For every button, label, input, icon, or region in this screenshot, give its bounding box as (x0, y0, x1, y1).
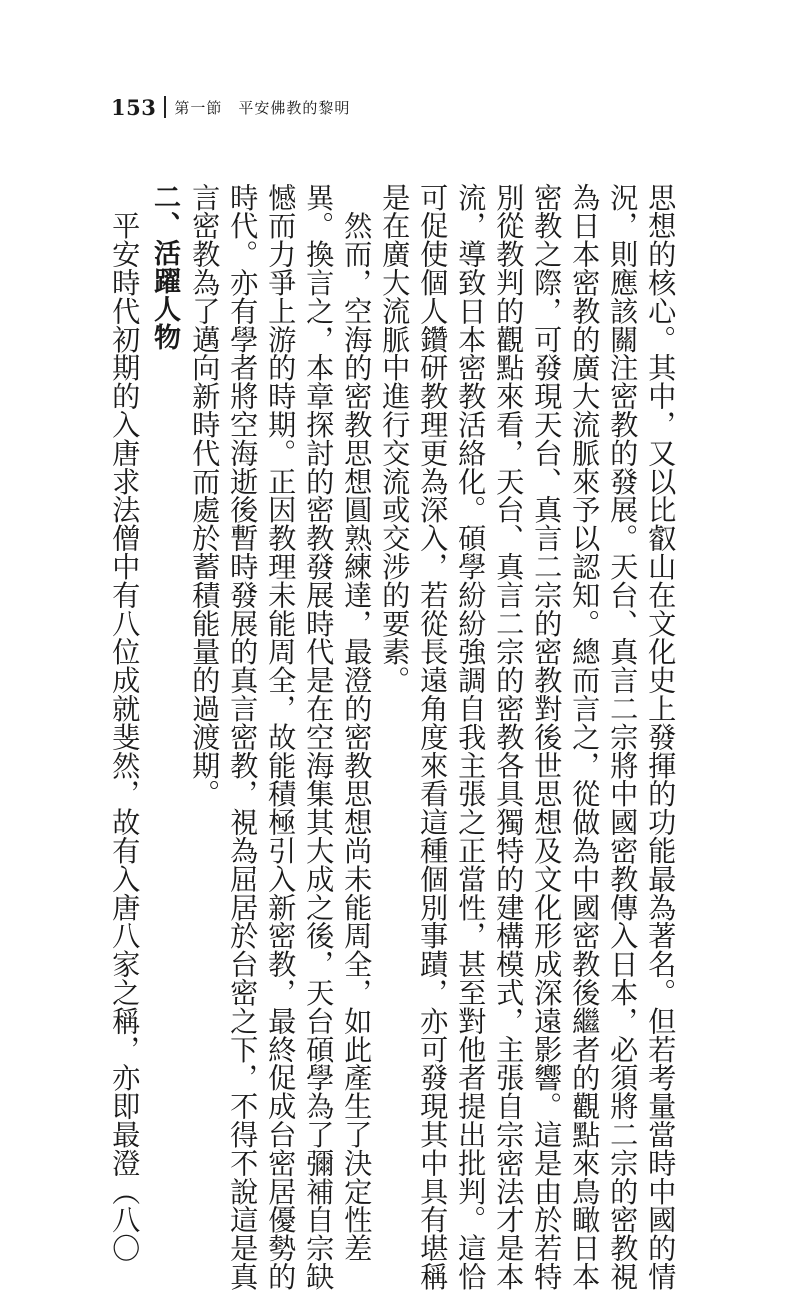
text-column: 然而，空海的密教思想圓熟練達，最澄的密教思想尚未能周全，如此產生了決定性差 (340, 183, 374, 1263)
running-head-title: 第一節 平安佛教的黎明 (174, 98, 351, 117)
header-divider (164, 96, 166, 118)
text-column: 可促使個人鑽研教理更為深入，若從長遠角度來看這種個別事蹟，亦可發現其中具有堪稱 (416, 183, 450, 1291)
text-column: 別從教判的觀點來看，天台、真言二宗的密教各具獨特的建構模式，主張自宗密法才是本 (492, 183, 526, 1291)
section-heading: 二、活躍人物 (149, 183, 180, 351)
text-column: 況，則應該關注密教的發展。天台、真言二宗將中國密教傳入日本，必須將二宗的密教視 (606, 183, 640, 1291)
text-column: 思想的核心。其中，又以比叡山在文化史上發揮的功能最為著名。但若考量當時中國的情 (644, 183, 678, 1291)
text-column: 密教之際，可發現天台、真言二宗的密教對後世思想及文化形成深遠影響。這是由於若特 (530, 183, 564, 1291)
page-number: 153 (111, 94, 157, 120)
text-column: 異。換言之，本章探討的密教發展時代是在空海集其大成之後，天台碩學為了彌補自宗缺 (302, 183, 336, 1291)
text-column: 時代。亦有學者將空海逝後暫時發展的真言密教，視為屈居於台密之下，不得不說這是真 (226, 183, 260, 1291)
text-column: 為日本密教的廣大流脈來予以認知。總而言之，從做為中國密教後繼者的觀點來鳥瞰日本 (568, 183, 602, 1291)
text-column: 平安時代初期的入唐求法僧中有八位成就斐然，故有入唐八家之稱，亦即最澄（八〇 (108, 183, 142, 1263)
text-column: 憾而力爭上游的時期。正因教理未能周全，故能積極引入新密教，最終促成台密居優勢的 (264, 183, 298, 1291)
text-column: 言密教為了邁向新時代而處於蓄積能量的過渡期。 (188, 183, 222, 808)
text-column: 流，導致日本密教活絡化。碩學紛紛強調自我主張之正當性，甚至對他者提出批判。這恰 (454, 183, 488, 1291)
text-column: 是在廣大流脈中進行交流或交涉的要素。 (378, 183, 412, 695)
running-head (111, 92, 350, 122)
